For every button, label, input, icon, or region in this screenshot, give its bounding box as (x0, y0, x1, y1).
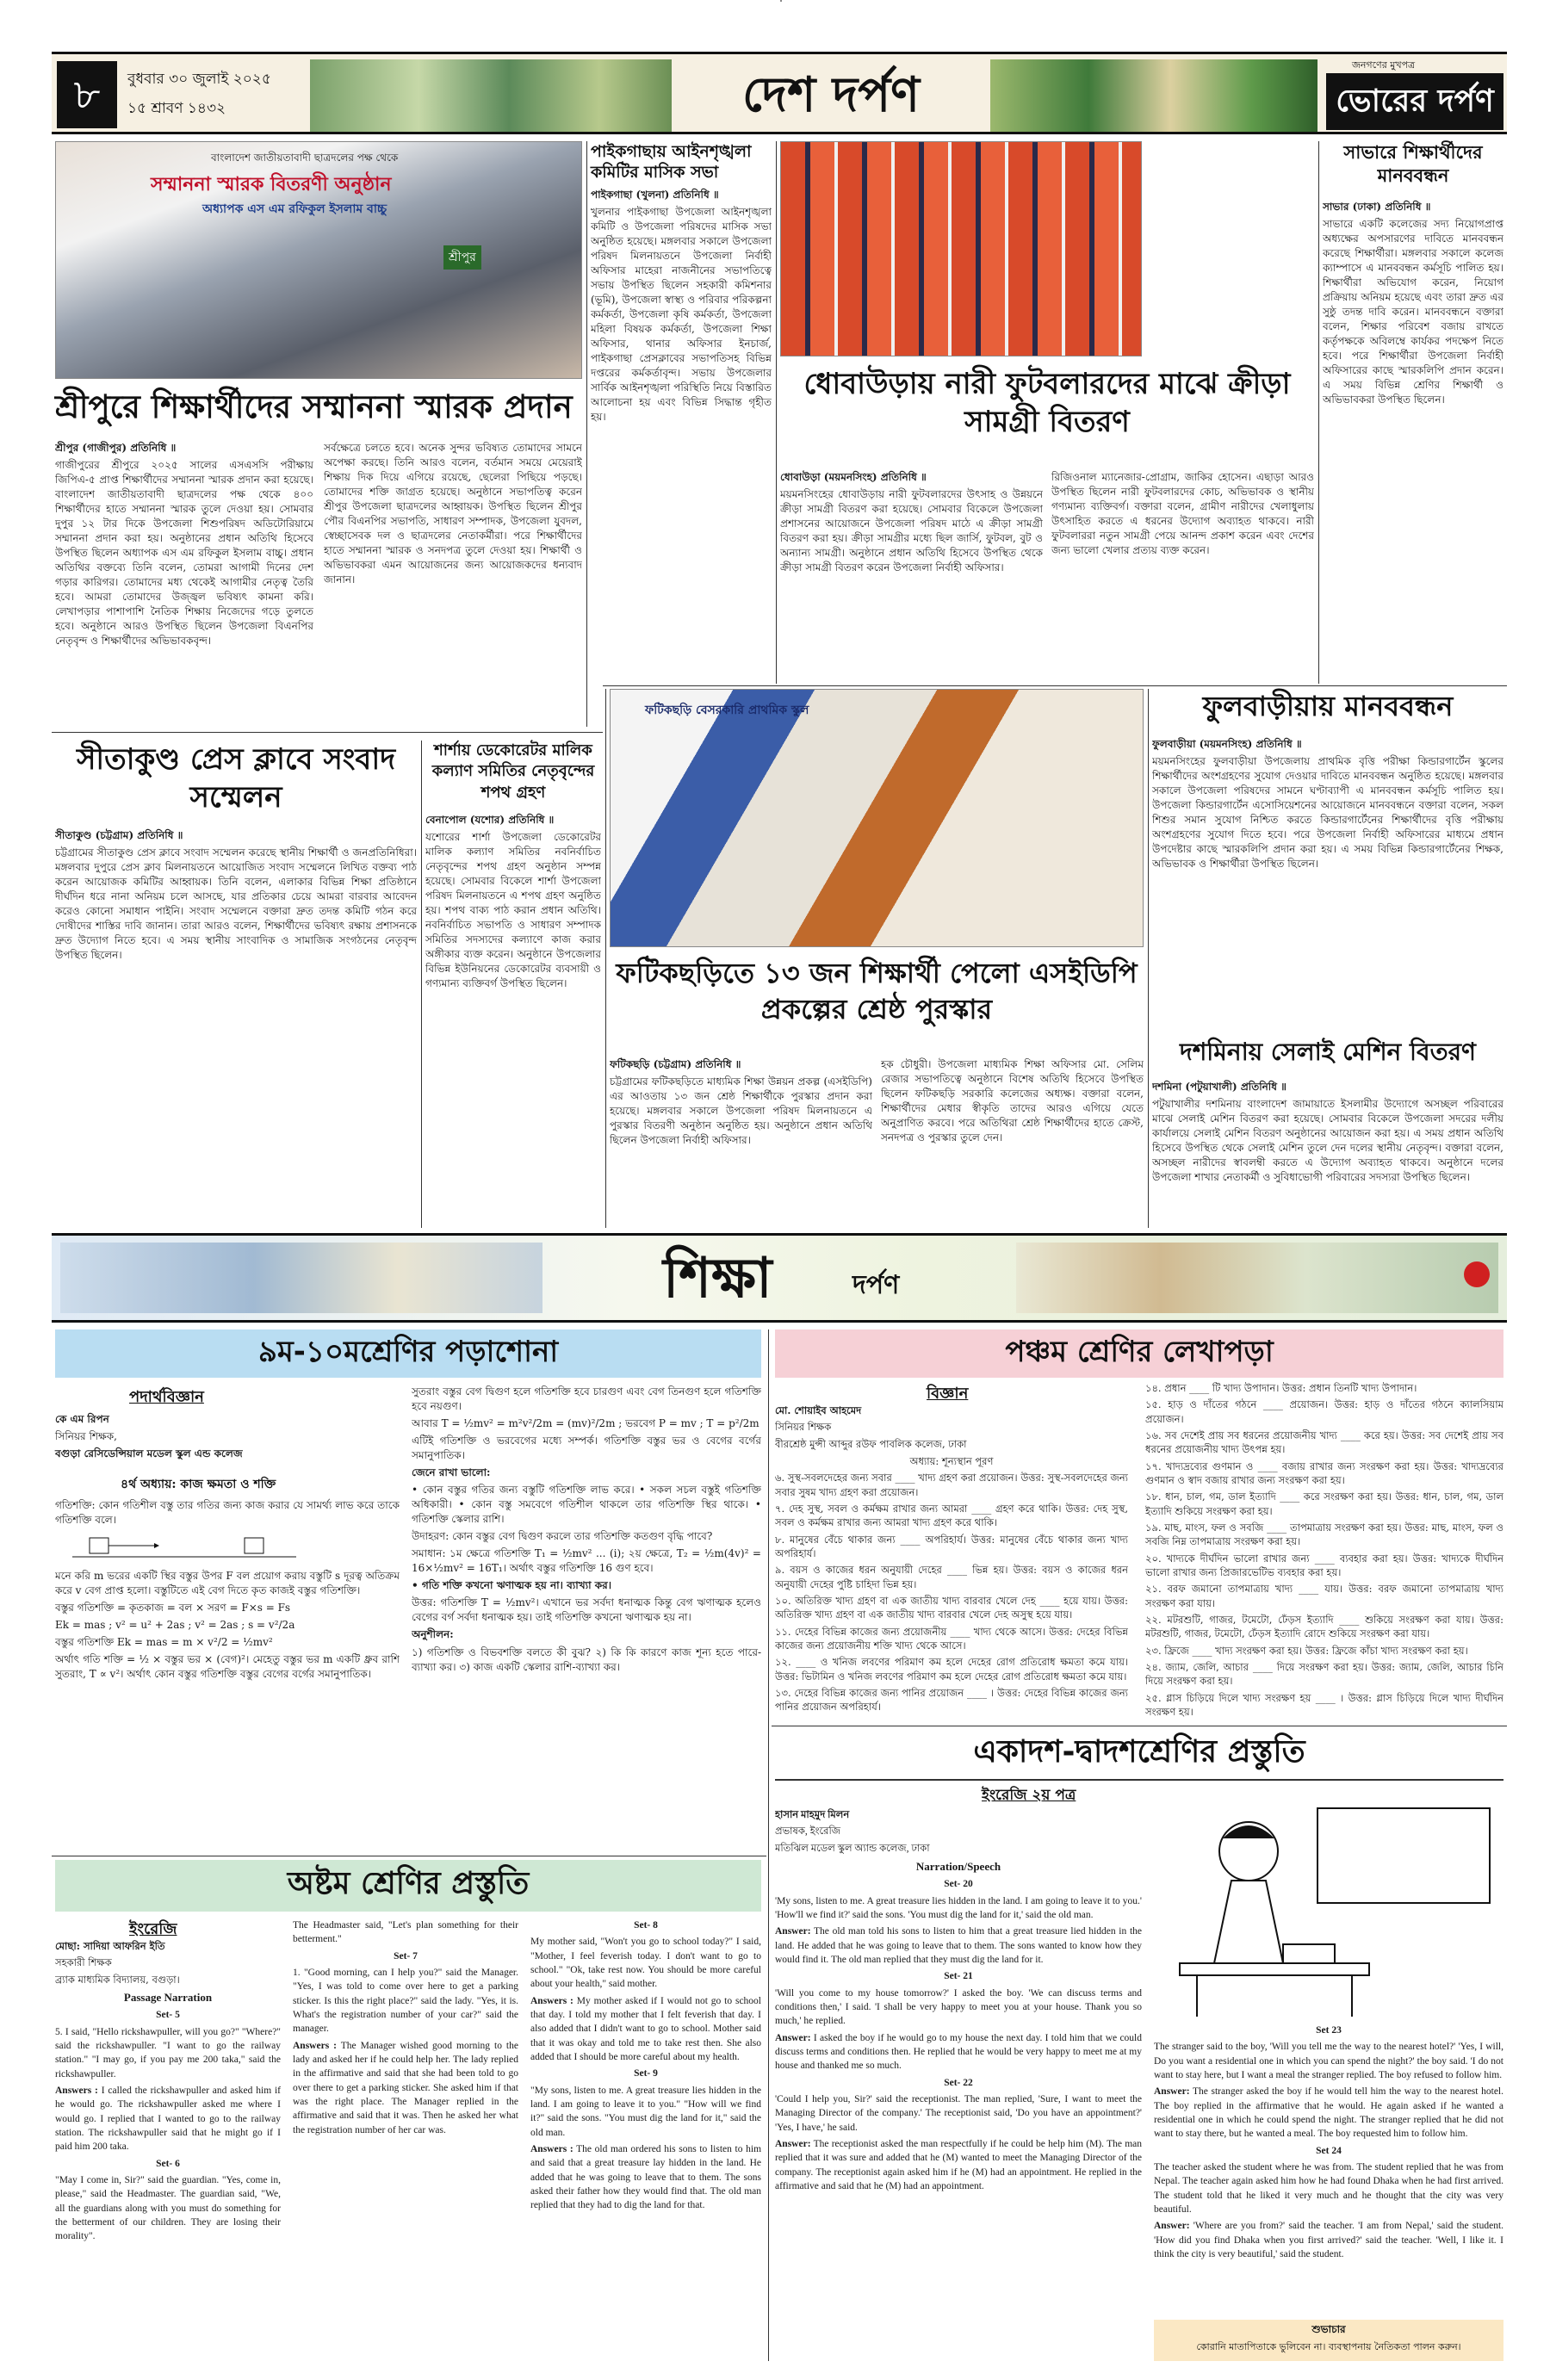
class8-set5-answers-label: Answers : (55, 2086, 98, 2097)
education-banner (52, 1233, 1507, 1323)
dhobaura-body-2: রিজিওনাল ম্যানেজার-প্রোগ্রাম, জাকির হোসেন। এছাড়া আরও উপস্থিত ছিলেন নারী ফুটবলারদের কোচ, অভিভাবক ও স্থানীয় গণ্যমান্য ব্যক্তিবর্গ। বক্তারা বলেন, গ্রামীণ নারীদের খেলাধুলায় উৎসাহিত করতে এ ধরনের উদ্যোগ অব্যাহত থাকবে। নারী ফুটবলাররা নতুন সামগ্রী পেয়ে আনন্দ প্রকাশ করেন এবং দেশের জন্য ভালো খেলার প্রত্যয় ব্যক্ত করেন। (1051, 471, 1314, 557)
class11-moral: কোরানি মাতাপিতাকে ভুলিবেন না। ব্যবস্থাপনায় নৈতিকতা পালন করুন। (1196, 2341, 1461, 2352)
class9-formula-3: বস্তুর গতিশক্তি Ek = mas = m × v²/2 = ½mv² (55, 1636, 273, 1649)
class11-set24-a: 'Where are you from?' said the teacher. 'I am from Nepal,' said the student. 'How did you find Dhaka when you first arrived?' said the teacher. 'Well, I like it. I think the city is very beautiful,' said the student. (1154, 2221, 1504, 2259)
masthead (52, 52, 1507, 134)
class8-set6-a: The Headmaster said, "Let's plan something for their betterment." (293, 1920, 518, 1945)
class5-qa-left-0: ৬. সুস্থ-সবলদেহের জন্য সবার ____ খাদ্য গ্রহণ করা প্রয়োজন। উত্তর: সুস্থ-সবলদেহের জন্য সবার সুষম খাদ্য গ্রহণ করা প্রয়োজন। (775, 1472, 1128, 1498)
class8-set7-q: 1. "Good morning, can I help you?" said the Manager. "Yes, I was told to come over here to get a parking sticker. Is this the right place?" said the lady. "Yes, it is. What's the registration number of your car?" said the manager. (293, 1967, 518, 2035)
class5-qa-right-2: ১৬. সব দেশেই প্রায় সব ধরনের প্রয়োজনীয় খাদ্য ____ করে হয়। উত্তর: সব দেশেই প্রায় সব ধরনের প্রয়োজনীয় খাদ্য উৎপন্ন হয়। (1145, 1429, 1504, 1456)
rule-v-4 (421, 741, 422, 1228)
class5-qa-right-10: ২৪. জ্যাম, জেলি, আচার ____ দিয়ে সংরক্ষণ করা হয়। উত্তর: জ্যাম, জেলি, আচার চিনি দিয়ে সংরক্ষণ করা হয়। (1145, 1660, 1504, 1688)
paikgacha-body: খুলনার পাইকগাছা উপজেলা আইনশৃঙ্খলা কমিটি ও উপজেলা পরিষদের মাসিক সভা অনুষ্ঠিত হয়েছে। মঙ্গলবার সকালে উপজেলা পরিষদ মিলনায়তনে উপজেলা নির্বাহী অফিসার মাহেরা নাজনীনের সভাপতিত্বে সভায় উপস্থিত ছিলেন সহকারী কমিশনার (ভূমি), উপজেলা স্বাস্থ্য ও পরিবার পরিকল্পনা কর্মকর্তা, উপজেলা কৃষি কর্মকর্তা, উপজেলা মহিলা বিষয়ক কর্মকর্তা, উপজেলা শিক্ষা অফিসার, থানার অফিসার ইনচার্জ, পাইকগাছা প্রেসক্লাবের সভাপতিসহ বিভিন্ন দপ্তরের কর্মকর্তাবৃন্দ। সভায় উপজেলার সার্বিক আইনশৃঙ্খলা পরিস্থিতি নিয়ে বিস্তারিত আলোচনা হয় এবং বিভিন্ন সিদ্ধান্ত গৃহীত হয়। (591, 206, 772, 424)
class5-author-name: মো. শোয়াইব আহমেদ (775, 1404, 862, 1416)
sreepur-photo (55, 141, 582, 379)
class11-set22-q: 'Could I help you, Sir?' said the receptionist. The man replied, 'Sure, I want to meet the Managing Director of the company.' The receptionist said, 'Do you have an appointment?' 'Yes, I have,' he said. (775, 2094, 1142, 2133)
class5-qa-right-11: ২৫. গ্লাস চিড়িয়ে দিলে খাদ্য সংরক্ষণ হয় ____ । উত্তর: গ্লাস চিড়িয়ে দিলে খাদ্য দীর্ঘদিন সংরক্ষণ হয়। (1145, 1691, 1504, 1718)
class11-author-school: মতিঝিল মডেল স্কুল অ্যান্ড কলেজ, ঢাকা (775, 1843, 930, 1854)
class5-qa-right-1: ১৫. হাড় ও দাঁতের গঠনে ____ প্রয়োজন। উত্তর: হাড় ও দাঁতের গঠনে ক্যালসিয়াম প্রয়োজন। (1145, 1398, 1504, 1425)
savar-byline: সাভার (ঢাকা) প্রতিনিধি ॥ (1323, 201, 1431, 213)
class5-qa-left-3: ৯. বয়স ও কাজের ধরন অনুযায়ী দেহের ____ ভিন্ন হয়। উত্তর: বয়স ও কাজের ধরন অনুযায়ী দেহের পুষ্টি চাহিদা ভিন্ন হয়। (775, 1564, 1128, 1590)
class11-set22-a: The receptionist asked the man respectfully if he could be help him (M). The man replied that it was sure and added that he (M) wanted to meet the Managing Director of the company. The receptionist again asked him if he (M) had an appointment. He replied in the affirmative and said that he (M) had an appointment. (775, 2139, 1142, 2191)
class8-author-role: সহকারী শিক্ষক (55, 1956, 112, 1969)
education-banner-photo-right (1016, 1243, 1498, 1313)
class9-body-1: গতিশক্তি: কোন গতিশীল বস্তু তার গতির জন্য কাজ করার যে সামর্থ্য লাভ করে তাকে গতিশক্তি বলে। (55, 1499, 400, 1527)
class11-topic: Narration/Speech (915, 1859, 1001, 1873)
class8-set5-name: Set- 5 (156, 2010, 180, 2021)
class9-title: ৯ম-১০মশ্রেণির পড়াশোনা (55, 1329, 761, 1378)
education-banner-photo-left (60, 1243, 542, 1313)
class8-col3 (530, 1918, 761, 2361)
class8-set9-q: "My sons, listen to me. A great treasure lies hidden in the land. I am going to leave it to you." "How will we find it?" said the sons. "You must dig the land for it," said the old man. (530, 2085, 761, 2138)
class9-answer-2: উত্তর: গতিশক্তি T = ½mv²। এখানে ভর সর্বদা ধনাত্মক কিন্তু বেগ ঋণাত্মক হলেও বেগের বর্গ সর্বদা ধনাত্মক হয়। তাই গতিশক্তি কখনো ঋণাত্মক হয় না। (412, 1596, 761, 1624)
class11-set20-q: 'My sons, listen to me. A great treasure lies hidden in the land. I am going to leave it to you.' 'How'll we find it?' said the sons. 'You must dig the land for it,' said the old man. (775, 1895, 1142, 1921)
class5-qa-left-6: ১২. ____ ও খনিজ লবণের পরিমাণ কম হলে দেহের রোগ প্রতিরোধ ক্ষমতা কমে যায়। উত্তর: ভিটামিন ও খনিজ লবণের পরিমাণ কম হলে দেহের রোগ প্রতিরোধ ক্ষমতা কমে যায়। (775, 1656, 1128, 1683)
apple-icon (1464, 1261, 1490, 1287)
rule-h-top (52, 732, 603, 733)
paikgacha-byline: পাইকগাছা (খুলনা) প্রতিনিধি ॥ (591, 189, 719, 201)
decorator-byline: বেনাপোল (যশোর) প্রতিনিধি ॥ (425, 814, 555, 826)
class8-title: অষ্টম শ্রেণির প্রস্তুতি (55, 1860, 761, 1912)
date-line-2: ১৫ শ্রাবণ ১৪৩২ (127, 100, 226, 117)
class5-col1 (775, 1404, 1128, 1722)
class8-col1 (55, 1939, 281, 2361)
fulbaria-body-col (1152, 737, 1504, 1030)
class5-qa-right-9: ২৩. ফ্রিজে ____ খাদ্য সংরক্ষণ করা হয়। উত্তর: ফ্রিজে কাঁচা খাদ্য সংরক্ষণ করা হয়। (1145, 1644, 1468, 1657)
class5-qa-left-5: ১১. দেহের বিভিন্ন কাজের জন্য প্রয়োজনীয় ____ খাদ্য থেকে আসে। উত্তর: দেহের বিভিন্ন কাজের জন্য প্রয়োজনীয় শক্তি খাদ্য থেকে আসে। (775, 1625, 1128, 1652)
class11-set20-a: The old man told his sons to listen to him that a great treasure lied hidden in the land. He added that he was going to leave that to them. The sons wanted to know how they would find it. The old man replied that they must dig the land for it. (775, 1926, 1142, 1966)
class9-col1 (55, 1498, 400, 1851)
sreepur-body-2: সর্বক্ষেত্রে চলতে হবে। অনেক সুন্দর ভবিষ্যত তোমাদের সামনে অপেক্ষা করছে। তিনি আরও বলেন, বর্তমান সময়ে মেয়েরাই শিক্ষায় দিক দিয়ে এগিয়ে রয়েছে, ছেলেরা পিছিয়ে পড়ছে। তোমাদের শক্তি জাগ্রত হয়েছে। অনুষ্ঠানে সভাপতিত্ব করেন শ্রীপুর উপজেলা ছাত্রদলের আহ্বায়ক। উপস্থিত ছিলেন শ্রীপুর পৌর বিএনপির সভাপতি, সাধারণ সম্পাদক, উপজেলা যুবদল, স্বেচ্ছাসেবক দল ও ছাত্রদলের নেতাকর্মীরা। পরে শিক্ষার্থীদের হাতে সম্মাননা স্মারক ও সনদপত্র তুলে দেওয়া হয়। শিক্ষার্থী ও অভিভাবকরা এমন আয়োজনের জন্য আয়োজকদের ধন্যবাদ জানান। (324, 442, 582, 586)
class5-qa-left-7: ১৩. দেহের বিভিন্ন কাজের জন্য পানির প্রয়োজন ____ । উত্তর: দেহের বিভিন্ন কাজের জন্য পানির প্রয়োজন অপরিহার্য। (775, 1686, 1128, 1714)
dhobaura-body-1: ময়মনসিংহের ধোবাউড়ায় নারী ফুটবলারদের উৎসাহ ও উন্নয়নে ক্রীড়া সামগ্রী বিতরণ করা হয়েছে। সোমবার বিকেলে উপজেলা প্রশাসনের আয়োজনে উপজেলা পরিষদ মাঠে এ ক্রীড়া সামগ্রী বিতরণ করা হয়। ক্রীড়া সামগ্রীর মধ্যে ছিল জার্সি, ফুটবল, বুট ও অন্যান্য সামগ্রী। অনুষ্ঠানে প্রধান অতিথি হিসেবে উপস্থিত থেকে ক্রীড়া সামগ্রী বিতরণ করেন উপজেলা নির্বাহী অফিসার। (780, 488, 1043, 574)
class11-set21-name: Set- 21 (944, 1971, 973, 1982)
class9-practice: ১) গতিশক্তি ও বিভবশক্তি বলতে কী বুঝ? ২) কি কি কারণে কাজ শূন্য হতে পারে-ব্যাখ্যা কর। ৩) কাজ একটি স্কেলার রাশি-ব্যাখ্যা কর। (412, 1646, 761, 1673)
class8-set5-q: 5. I said, "Hello rickshawpuller, will you go?" "Where?" said the rickshawpuller. "I want to go the railway station." "I may go, if you pay me 200 taka," said the rickshawpuller. (55, 2026, 281, 2079)
class9-author (55, 1412, 313, 1464)
sreepur-body-1: গাজীপুরের শ্রীপুরে ২০২৫ সালের এসএসসি পরীক্ষায় জিপিএ-৫ প্রাপ্ত শিক্ষার্থীদের সম্মাননা স্মারক প্রদান করা হয়েছে। বাংলাদেশ জাতীয়তাবাদী ছাত্রদলের পক্ষ থেকে ৪০০ শিক্ষার্থীদের হাতে সম্মাননা স্মারক তুলে দেওয়া হয়। সোমবার দুপুর ১২ টার দিকে উপজেলা শিশুপরিষদ অডিটোরিয়ামে সম্মাননা প্রদান করা হয়। অনুষ্ঠানের প্রধান অতিথি হিসেবে উপস্থিত ছিলেন অধ্যাপক এস এম রফিকুল ইসলাম বাচ্চু। প্রধান অতিথির বক্তব্যে তিনি বলেন, তোমরা আগামী দিনের দেশ গড়ার কারিগর। তোমাদের মধ্য থেকেই আগামীর নেতৃত্ব তৈরি হবে। আমরা তোমাদের উজ্জ্বল ভবিষ্যৎ কামনা করি। লেখাপড়ার পাশাপাশি নৈতিক শিক্ষায় নিজেদের গড়ে তুলতে হবে। অনুষ্ঠানে আরও উপস্থিত ছিলেন উপজেলা বিএনপির নেতৃবৃন্দ ও শিক্ষার্থীদের অভিভাবকবৃন্দ। (55, 459, 313, 648)
dashmina-byline: দশমিনা (পটুয়াখালী) প্রতিনিধি ॥ (1152, 1081, 1286, 1093)
dhobaura-body-col2 (1051, 470, 1314, 677)
fatikchari-byline: ফটিকছড়ি (চট্টগ্রাম) প্রতিনিধি ॥ (610, 1058, 741, 1070)
class11-set24-name: Set 24 (1316, 2145, 1342, 2156)
fulbaria-body: ময়মনসিংহের ফুলবাড়ীয়া উপজেলায় প্রাথমিক বৃত্তি পরীক্ষা কিন্ডারগার্টেন স্কুলের শিক্ষার্থীদের অংশগ্রহণের সুযোগ দেওয়ার দাবিতে মানববন্ধন অনুষ্ঠিত হয়েছে। মঙ্গলবার সকালে উপজেলা পরিষদের সামনে ঘণ্টাব্যাপী এ মানববন্ধন কর্মসূচি পালিত হয়। উপজেলা কিন্ডারগার্টেন এসোসিয়েশনের আয়োজনে মানববন্ধনে বক্তারা বলেন, সকল শিশুর সমান সুযোগ নিশ্চিত করতে কিন্ডারগার্টেনের শিক্ষার্থীদের বৃত্তি পরীক্ষায় অংশগ্রহণের সুযোগ দিতে হবে। পরে উপজেলা নির্বাহী অফিসারের মাধ্যমে প্রধান উপদেষ্টার কাছে স্মারকলিপি প্রদান করা হয়। এ সময় বিভিন্ন কিন্ডারগার্টেনের শিক্ষক, অভিভাবক ও শিক্ষার্থীরা উপস্থিত ছিলেন। (1152, 755, 1504, 871)
rule-v-6 (1148, 689, 1149, 1228)
date-line-1: বুধবার ৩০ জুলাই ২০২৫ (127, 71, 271, 88)
class5-qa-right-6: ২০. খাদ্যকে দীর্ঘদিন ভালো রাখার জন্য ____ ব্যবহার করা হয়। উত্তর: খাদ্যকে দীর্ঘদিন ভালো রাখার জন্য প্রিজারভেটিভ ব্যবহার করা হয়। (1145, 1552, 1504, 1578)
sreepur-banner-place: শ্রীপুর (443, 245, 481, 270)
savar-body: সাভারে একটি কলেজের সদ্য নিয়োগপ্রাপ্ত অধ্যক্ষের অপসারণের দাবিতে মানববন্ধন করেছে শিক্ষার্থীরা। মঙ্গলবার সকালে কলেজ ক্যাম্পাসে এ মানববন্ধন কর্মসূচি পালিত হয়। শিক্ষার্থীরা অভিযোগ করেন, নিয়োগ প্রক্রিয়ায় অনিয়ম হয়েছে এবং তারা দ্রুত এর সুষ্ঠু তদন্ত দাবি করেন। মানববন্ধনে বক্তারা বলেন, শিক্ষার পরিবেশ বজায় রাখতে কর্তৃপক্ষকে অবিলম্বে কার্যকর পদক্ষেপ নিতে হবে। পরে শিক্ষার্থীরা উপজেলা নির্বাহী অফিসারের কাছে স্মারকলিপি প্রদান করেন। এ সময় বিভিন্ন শ্রেণির শিক্ষার্থী ও অভিভাবকরা উপস্থিত ছিলেন। (1323, 218, 1504, 406)
class11-set20-name: Set- 20 (944, 1879, 973, 1890)
class11-set23-name: Set 23 (1316, 2025, 1342, 2036)
masthead-photo-strip-right (990, 59, 1318, 132)
class11-moral-box (1154, 2320, 1504, 2361)
class5-qa-left-4: ১০. অতিরিক্ত খাদ্য গ্রহণ বা এক জাতীয় খাদ্য বারবার খেলে দেহ ____ হয়ে যায়। উত্তর: অতিরিক্ত খাদ্য গ্রহণ বা এক জাতীয় খাদ্য বারবার খেলে দেহ অসুস্থ হয়ে যায়। (775, 1594, 1128, 1621)
class9-formula-1: বস্তুর গতিশক্তি = কৃতকাজ = বল × সরণ = F×s = Fs (55, 1602, 291, 1615)
class8-author-school: ব্র্যাক মাধ্যমিক বিদ্যালয়, বগুড়া। (55, 1973, 180, 1986)
dashmina-body: পটুয়াখালীর দশমিনায় বাংলাদেশ জামায়াতে ইসলামীর উদ্যোগে অসচ্ছল পরিবারের মাঝে সেলাই মেশিন বিতরণ করা হয়েছে। সোমবার বিকেলে উপজেলা সদরের দলীয় কার্যালয়ে সেলাই মেশিন বিতরণ অনুষ্ঠানের আয়োজন করা হয়। এ সময় প্রধান অতিথি হিসেবে উপস্থিত থেকে সেলাই মেশিন তুলে দেন দলের স্থানীয় নেতৃবৃন্দ। বক্তারা বলেন, অসচ্ছল নারীদের স্বাবলম্বী করতে এ উদ্যোগ অব্যাহত থাকবে। অনুষ্ঠানে দলের উপজেলা শাখার নেতাকর্মী ও সুবিধাভোগী পরিবারের সদস্যরা উপস্থিত ছিলেন। (1152, 1098, 1504, 1184)
dashmina-body-col (1152, 1080, 1504, 1224)
fatikchari-body-col2 (881, 1057, 1144, 1224)
sreepur-banner-title: সম্মাননা স্মারক বিতরণী অনুষ্ঠান (151, 174, 392, 195)
fatikchari-photo (610, 689, 1144, 947)
class5-qa-left-1: ৭. দেহ সুস্থ, সবল ও কর্মক্ষম রাখার জন্য আমরা ____ গ্রহণ করে থাকি। উত্তর: দেহ সুস্থ, সবল ও কর্মক্ষম রাখার জন্য আমরা খাদ্য গ্রহণ করে থাকি। (775, 1502, 1128, 1529)
sreepur-body-col1 (55, 441, 313, 730)
dhobaura-photo-main (780, 141, 1142, 356)
education-banner-title: শিক্ষা (663, 1247, 772, 1311)
rule-v-3 (1318, 141, 1319, 684)
masthead-photo-strip-left (310, 59, 672, 132)
class11-set21-a: I asked the boy if he would go to my house the next day. I told him that we could discuss terms and conditions then. He replied that he would be very happy to meet me at my house and thanked me so much. (775, 2032, 1142, 2072)
class9-body-3: অর্থাৎ গতি শক্তি = ½ × বস্তুর ভর × (বেগ)²। মেহেতু বস্তুর ভর m একটি ধ্রুব রাশি সুতরাং, T ∝ v²। অর্থাৎ কোন বস্তুর গতিশক্তি বস্তুর বেগের বর্গের সমানুপাতিক। (55, 1653, 400, 1681)
fulbaria-headline: ফুলবাড়ীয়ায় মানববন্ধন (1202, 690, 1454, 722)
class8-set7-name: Set- 7 (394, 1950, 418, 1962)
class5-author-school: বীরশ্রেষ্ঠ মুন্সী আব্দুর রউফ পাবলিক কলেজ, ঢাকা (775, 1437, 967, 1450)
class5-qa-right-4: ১৮. ধান, চাল, গম, ডাল ইত্যাদি ____ করে সংরক্ষণ করা হয়। উত্তর: ধান, চাল, গম, ডাল ইত্যাদি শুকিয়ে সংরক্ষণ করা হয়। (1145, 1491, 1504, 1517)
class9-author-role: সিনিয়র শিক্ষক, (55, 1430, 117, 1443)
class5-subject: বিজ্ঞান (927, 1385, 969, 1403)
class9-solution: সমাধান: ১ম ক্ষেত্রে গতিশক্তি T₁ = ½mv² ... (i); ২য় ক্ষেত্রে, T₂ = ½m(4v)² = 16×½mv² = 16T₁। অর্থাৎ বস্তুর গতিশক্তি 16 গুণ হবে। (412, 1547, 761, 1575)
tagline: জনগণের মুখপত্র (1352, 59, 1416, 71)
class9-chapter: ৪র্থ অধ্যায়: কাজ ক্ষমতা ও শক্তি (121, 1478, 276, 1491)
class11-subject: ইংরেজি ২য় পত্র (982, 1787, 1076, 1804)
sreepur-body-col2 (324, 441, 582, 730)
class8-set6-q: "May I come in, Sir?" said the guardian. "Yes, come in, please," said the Headmaster. The guardian said, "We, all the guardians along with you must do something for the betterment of our children. They are losing their morality". (55, 2175, 281, 2242)
dhobaura-photo (780, 0, 782, 2)
savar-body-col (1323, 200, 1504, 682)
class5-qa-right-3: ১৭. খাদ্যদ্রব্যের গুণমান ও ____ বজায় রাখার জন্য সংরক্ষণ করা হয়। উত্তর: খাদ্যদ্রব্যের গুণমান ও স্বাদ বজায় রাখার জন্য সংরক্ষণ করা হয়। (1145, 1460, 1504, 1486)
class8-set8-q: My mother said, "Won't you go to school today?" I said, "Mother, I feel feverish today. I don't want to go to school." "Ok, take rest now. You should be more careful about your health," said mother. (530, 1937, 761, 1990)
dashmina-headline: দশমিনায় সেলাই মেশিন বিতরণ (1180, 1038, 1476, 1066)
class11-set21-answer-label: Answer: (775, 2032, 811, 2043)
student-illustration (1154, 1791, 1504, 2020)
class11-col1 (775, 1808, 1142, 2361)
sitakunda-body: চট্টগ্রামের সীতাকুণ্ড প্রেস ক্লাবে সংবাদ সম্মেলন করেছে স্থানীয় শিক্ষার্থী ও জনপ্রতিনিধিরা। মঙ্গলবার দুপুরে প্রেস ক্লাব মিলনায়তনে আয়োজিত সংবাদ সম্মেলনে লিখিত বক্তব্য পাঠ করেন আয়োজক কমিটির আহ্বায়ক। তিনি বলেন, এলাকার বিভিন্ন শিক্ষা প্রতিষ্ঠানে দীর্ঘদিন ধরে নানা অনিয়ম চলে আসছে, যার প্রতিকার চেয়ে আমরা বারবার আবেদন করেও কোনো সমাধান পাইনি। সংবাদ সম্মেলনে বক্তারা দ্রুত তদন্ত কমিটি গঠন করে দোষীদের শাস্তির দাবি জানান। তারা আরও বলেন, শিক্ষার্থীদের ভবিষ্যৎ রক্ষায় প্রশাসনকে দ্রুত উদ্যোগ নিতে হবে। এ সময় স্থানীয় সাংবাদিক ও সামাজিক সংগঠনের নেতৃবৃন্দ উপস্থিত ছিলেন। (55, 846, 417, 962)
class5-col2 (1145, 1381, 1504, 1722)
decorator-body: যশোরের শার্শা উপজেলা ডেকোরেটর মালিক কল্যাণ সমিতির নবনির্বাচিত নেতৃবৃন্দের শপথ গ্রহণ অনুষ্ঠান সম্পন্ন হয়েছে। সোমবার বিকেলে শার্শা উপজেলা পরিষদ মিলনায়তনে এ শপথ গ্রহণ অনুষ্ঠিত হয়। শপথ বাক্য পাঠ করান প্রধান অতিথি। নবনির্বাচিত সভাপতি ও সাধারণ সম্পাদক সমিতির সদস্যদের কল্যাণে কাজ করার অঙ্গীকার ব্যক্ত করেন। অনুষ্ঠানে উপজেলার বিভিন্ন ইউনিয়নের ডেকোরেটর ব্যবসায়ী ও গণ্যমান্য ব্যক্তিবর্গ উপস্থিত ছিলেন। (425, 831, 601, 990)
class8-set9-name: Set- 9 (634, 2068, 658, 2079)
sreepur-headline: শ্রীপুরে শিক্ষার্থীদের সম্মাননা স্মারক প্রদান (55, 388, 573, 425)
dhobaura-byline: ধোবাউড়া (ময়মনসিংহ) প্রতিনিধি ॥ (780, 471, 927, 483)
class9-notes-title: জেনে রাখা ভালো: (412, 1466, 491, 1479)
paper-name: ভোরের দর্পণ (1326, 73, 1504, 130)
class8-set9-a: The old man ordered his sons to listen to him and said that a great treasure lay hidden in the land. He added that he was going to leave that to them. The sons asked their father how they would find that. The old man replied that they had to dig the land for that. (530, 2143, 761, 2211)
force-diagram-svg (55, 1531, 313, 1565)
rule-v-edu (768, 1329, 769, 2361)
class11-set20-answer-label: Answer: (775, 1926, 811, 1937)
class8-set8-a: My mother asked if I would not go to school that day. I told my mother that I felt feverish that day. I also added that I didn't want to go to school. Mother said that it was okay and told me to take rest then. She also added that I should be more careful about my health. (530, 1995, 761, 2062)
class5-qa-right-0: ১৪. প্রধান ____ টি খাদ্য উপাদান। উত্তর: প্রধান তিনটি খাদ্য উপাদান। (1145, 1382, 1417, 1394)
section-title: দেশ দর্পণ (741, 67, 921, 123)
sitakunda-byline: সীতাকুণ্ড (চট্টগ্রাম) প্রতিনিধি ॥ (55, 829, 183, 841)
class11-set23-answer-label: Answer: (1154, 2086, 1190, 2098)
class11-set21-q: 'Will you come to my house tomorrow?' I asked the boy. 'We can discuss terms and conditions then,' I said. 'I shall be very happy to meet you at your house. Thank you so much,' he replied. (775, 1987, 1142, 2027)
class8-subject: ইংরেজি (129, 1920, 177, 1938)
rule-v-1 (586, 141, 587, 727)
class9-note-2: • গতি শক্তি কখনো ঋণাত্মক হয় না। ব্যাখ্যা কর। (412, 1579, 612, 1592)
sitakunda-body-col (55, 828, 417, 1224)
class9-formula-4: আবার T = ½mv² = m²v²/2m = (mv)²/2m ; ভরবেগ P = mv ; T = p²/2m (412, 1417, 760, 1430)
rule-v-5 (605, 689, 606, 1228)
class11-author-role: প্রভাষক, ইংরেজি (775, 1826, 841, 1838)
class11-set22-name: Set- 22 (944, 2077, 973, 2088)
class9-formula-2: Ek = mas ; v² = u² + 2as ; v² = 2as ; s = v²/2a (55, 1619, 295, 1632)
class11-set23-a: The stranger asked the boy if he would tell him the way to the nearest hotel. The boy replied in the affirmative that he would. He again asked if he wanted a residential one in which he could spend the night. The stranger replied that he did not want to stay there, but he wanted a meal. The boy requested him to follow him. (1154, 2086, 1504, 2140)
class9-col2 (412, 1385, 761, 1851)
class9-author-school: বগুড়া রেসিডেন্সিয়াল মডেল স্কুল এন্ড কলেজ (55, 1447, 243, 1460)
class8-set8-answers-label: Answers : (530, 1995, 574, 2006)
class11-set24-q: The teacher asked the student where he was from. The student replied that he was from Nepal. The teacher again asked him how he had found Dhaka when he had first arrived. The student told that he liked it very much and he thought that the city was very beautiful. (1154, 2161, 1504, 2215)
class11-title: একাদশ-দ্বাদশশ্রেণির প্রস্তুতি (775, 1729, 1504, 1781)
fatikchari-body-1: চট্টগ্রামের ফটিকছড়িতে মাধ্যমিক শিক্ষা উন্নয়ন প্রকল্প (এসইডিপি) এর আওতায় ১৩ জন শ্রেষ্ঠ শিক্ষার্থীকে পুরস্কার প্রদান করা হয়েছে। মঙ্গলবার সকালে উপজেলা পরিষদ মিলনায়তনে এ পুরস্কার বিতরণী অনুষ্ঠান অনুষ্ঠিত হয়। অনুষ্ঠানে প্রধান অতিথি ছিলেন উপজেলা নির্বাহী অফিসার। (610, 1075, 872, 1147)
paikgacha-body-col (591, 188, 772, 680)
class8-set7-answers-label: Answers : (293, 2040, 337, 2051)
class11-set22-answer-label: Answer: (775, 2139, 811, 2150)
class8-author-name: মোছা: সাদিয়া আফরিন ইতি (55, 1940, 165, 1952)
class8-set6-name: Set- 6 (156, 2158, 180, 2169)
class8-topic: Passage Narration (123, 1990, 213, 2004)
class9-question: উদাহরণ: কোন বস্তুর বেগ দ্বিগুণ করলে তার গতিশক্তি কতগুণ বৃদ্ধি পাবে? (412, 1530, 713, 1543)
class9-subject: পদার্থবিজ্ঞান (129, 1388, 204, 1406)
class11-set24-answer-label: Answer: (1154, 2221, 1190, 2232)
class5-author-role: সিনিয়র শিক্ষক (775, 1421, 832, 1434)
class8-set5-a: I called the rickshawpuller and asked him if he would go. The rickshawpuller asked me where I would go. I replied that I wanted to go to the railway station. The rickshawpuller said that he might go if I paid him 200 taka. (55, 2086, 281, 2153)
class5-qa-right-7: ২১. বরফ জমানো তাপমাত্রায় খাদ্য ____ যায়। উত্তর: বরফ জমানো তাপমাত্রায় খাদ্য সংরক্ষণ করা যায়। (1145, 1583, 1504, 1609)
fatikchari-body-2: হক চৌধুরী। উপজেলা মাধ্যমিক শিক্ষা অফিসার মো. সেলিম রেজার সভাপতিত্বে অনুষ্ঠানে বিশেষ অতিথি হিসেবে উপস্থিত ছিলেন ফটিকছড়ি সরকারি কলেজের অধ্যক্ষ। বক্তারা বলেন, শিক্ষার্থীদের মেধার স্বীকৃতি তাদের আরও এগিয়ে যেতে অনুপ্রাণিত করবে। পরে অতিথিরা শ্রেষ্ঠ শিক্ষার্থীদের হাতে ক্রেস্ট, সনদপত্র ও পুরস্কার তুলে দেন। (881, 1058, 1144, 1144)
student-illustration-svg (1154, 1791, 1504, 2020)
class11-moral-title: শুভাচার (1311, 2323, 1346, 2335)
paikgacha-headline: পাইকগাছায় আইনশৃঙ্খলা কমিটির মাসিক সভা (591, 142, 752, 183)
decorator-headline: শার্শায় ডেকোরেটর মালিক কল্যাণ সমিতির নেতৃবৃন্দের শপথ গ্রহণ (431, 741, 595, 802)
dhobaura-body-col1 (780, 470, 1043, 677)
class9-body-4: সুতরাং বস্তুর বেগ দ্বিগুণ হলে গতিশক্তি হবে চারগুণ এবং বেগ তিনগুণ হলে গতিশক্তি হবে নয়গুণ। (412, 1385, 761, 1413)
sreepur-byline: শ্রীপুর (গাজীপুর) প্রতিনিধি ॥ (55, 442, 177, 454)
rule-h-mid (603, 685, 1507, 686)
class9-practice-title: অনুশীলন: (412, 1628, 454, 1641)
class9-body-5: এটিই গতিশক্তি ও ভরবেগের মধ্যে সম্পর্ক। গতিশক্তি বস্তুর ভর ও বেগের বর্গের সমানুপাতিক। (412, 1435, 761, 1462)
fatikchari-banner-text: ফটিকছড়ি বেসরকারি প্রাথমিক স্কুল (645, 703, 809, 717)
rule-v-2 (776, 141, 777, 684)
class11-author-name: হাসান মাহমুদ মিলন (775, 1810, 850, 1820)
class5-qa-right-5: ১৯. মাছ, মাংস, ফল ও সবজি ____ তাপমাত্রায় সংরক্ষণ করা হয়। উত্তর: মাছ, মাংস, ফল ও সবজি নিম্ন তাপমাত্রায় সংরক্ষণ করা হয়। (1145, 1521, 1504, 1548)
force-diagram (55, 1531, 400, 1565)
decorator-body-col (425, 813, 601, 1224)
class8-set7-a: The Manager wished good morning to the lady and asked her if he could help her. The lady replied in the affirmative and said that she had been told to go over there to get a parking sticker. She asked him if that was the right place. The Manager replied in the affirmative and said that it was. Then he asked her what the registration number of her car was. (293, 2040, 518, 2135)
fatikchari-headline: ফটিকছড়িতে ১৩ জন শিক্ষার্থী পেলো এসইডিপি প্রকল্পের শ্রেষ্ঠ পুরস্কার (616, 957, 1138, 1026)
sreepur-banner-text-1: বাংলাদেশ জাতীয়তাবাদী ছাত্রদলের পক্ষ থেকে (211, 152, 399, 164)
education-banner-subtitle: দর্পণ (852, 1270, 900, 1300)
fulbaria-byline: ফুলবাড়ীয়া (ময়মনসিংহ) প্রতিনিধি ॥ (1152, 738, 1302, 750)
class8-col2 (293, 1918, 518, 2361)
page-number: ৮ (57, 61, 117, 128)
class9-body-2: মনে করি m ভরের একটি স্থির বস্তুর উপর F বল প্রয়োগ করায় বস্তুটি s দূরত্ব অতিক্রম করে v বেগ প্রাপ্ত হলো। বস্তুটিতে এই বেগ দিতে কৃত কাজই বস্তুর গতিশক্তি। (55, 1570, 400, 1597)
sreepur-banner-person: অধ্যাপক এস এম রফিকুল ইসলাম বাচ্চু (202, 202, 388, 216)
savar-headline: সাভারে শিক্ষার্থীদের মানববন্ধন (1343, 142, 1483, 187)
class9-notes: • কোন বস্তুর গতির জন্য বস্তুটি গতিশক্তি লাভ করে। • সকল সচল বস্তুই গতিশক্তি অধিকারী। • কোন বস্তু সমবেগে গতিশীল থাকলে তার গতিশক্তি স্থির থাকে। • গতিশক্তি স্কেলার রাশি। (412, 1484, 761, 1526)
class5-qa-right-8: ২২. মটরশুটি, গাজর, টমেটো, ঢেঁড়স ইত্যাদি ____ শুকিয়ে সংরক্ষণ করা যায়। উত্তর: মটরশুটি, গাজর, টমেটো, ঢেঁড়স ইত্যাদি রোদে শুকিয়ে সংরক্ষণ করা যায়। (1145, 1613, 1504, 1640)
class5-blank-title: অধ্যায়: শূন্যস্থান পূরণ (909, 1454, 994, 1467)
class11-set23-q: The stranger said to the boy, 'Will you tell me the way to the nearest hotel?' 'Yes, I will, Do you want a residential one in which you can spend the night?' the boy said. 'I do not want to stay here, but I want a meal the stranger replied. The boy refused to follow him. (1154, 2042, 1504, 2080)
class9-author-name: কে এম রিপন (55, 1413, 109, 1425)
class11-col2 (1154, 2024, 1504, 2316)
class8-set8-name: Set- 8 (634, 1920, 658, 1931)
sitakunda-headline: সীতাকুণ্ড প্রেস ক্লাবে সংবাদ সম্মেলন (76, 742, 396, 815)
class8-set9-answers-label: Answers : (530, 2143, 574, 2154)
fatikchari-body-col1 (610, 1057, 872, 1224)
class5-qa-left-2: ৮. মানুষের বেঁচে থাকার জন্য ____ অপরিহার্য। উত্তর: মানুষের বেঁচে থাকার জন্য খাদ্য অপরিহার্য। (775, 1533, 1128, 1559)
dhobaura-headline: ধোবাউড়ায় নারী ফুটবলারদের মাঝে ক্রীড়া সামগ্রী বিতরণ (803, 367, 1291, 440)
class5-title: পঞ্চম শ্রেণির লেখাপড়া (775, 1329, 1504, 1378)
